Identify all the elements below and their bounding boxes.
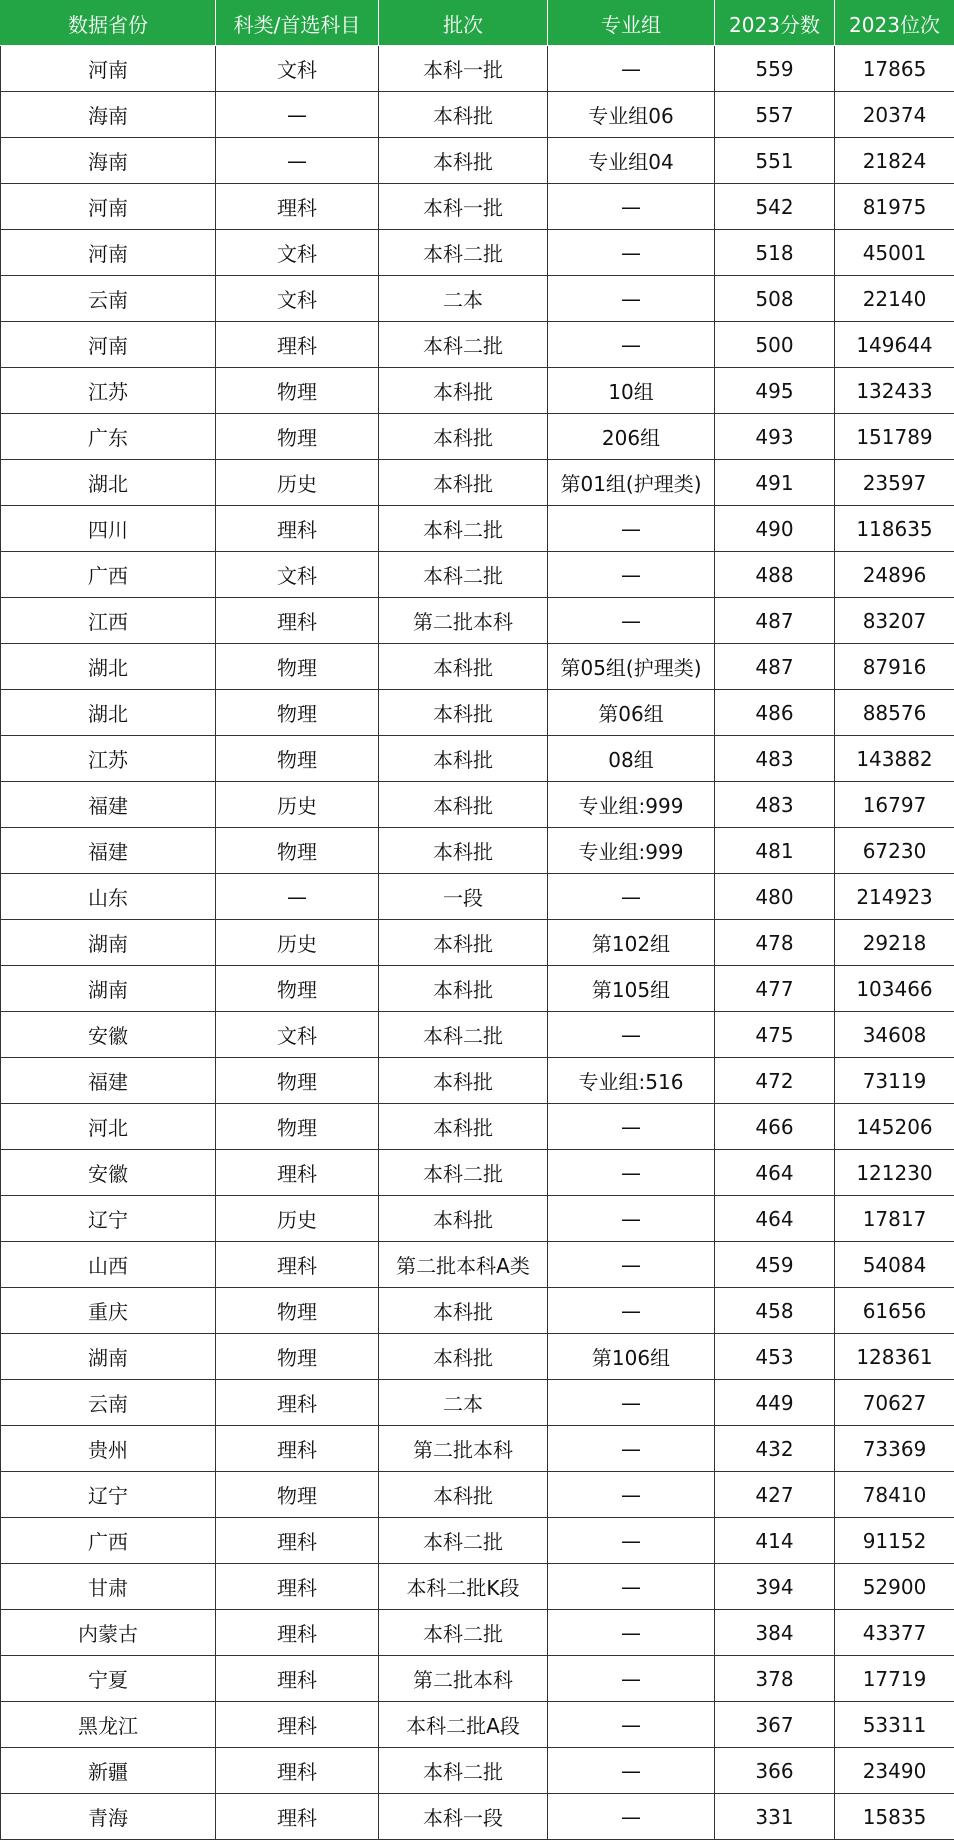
cell-subject: 文科 — [216, 276, 379, 322]
table-body — [1, 46, 954, 1840]
cell-rank: 16797 — [835, 782, 954, 828]
cell-batch: 本科批 — [379, 690, 548, 736]
cell-major-group: 08组 — [548, 736, 715, 782]
cell-province: 江西 — [1, 598, 216, 644]
cell-major-group: — — [548, 874, 715, 920]
cell-batch: 本科批 — [379, 460, 548, 506]
cell-batch: 本科批 — [379, 1472, 548, 1518]
table-row — [1, 1150, 954, 1196]
cell-major-group: — — [548, 598, 715, 644]
cell-rank: 73119 — [835, 1058, 954, 1104]
table-row — [1, 368, 954, 414]
cell-major-group: 10组 — [548, 368, 715, 414]
cell-province: 福建 — [1, 1058, 216, 1104]
cell-rank: 149644 — [835, 322, 954, 368]
table-row — [1, 736, 954, 782]
cell-batch: 本科批 — [379, 368, 548, 414]
header-province: 数据省份 — [1, 1, 216, 46]
cell-rank: 78410 — [835, 1472, 954, 1518]
cell-batch: 第二批本科 — [379, 1426, 548, 1472]
cell-major-group: — — [548, 1426, 715, 1472]
cell-major-group: — — [548, 552, 715, 598]
cell-province: 广西 — [1, 552, 216, 598]
cell-batch: 本科批 — [379, 1196, 548, 1242]
cell-major-group: — — [548, 1610, 715, 1656]
cell-subject: 理科 — [216, 1702, 379, 1748]
cell-subject: 理科 — [216, 1794, 379, 1840]
table-row — [1, 322, 954, 368]
table-row — [1, 1472, 954, 1518]
cell-province: 贵州 — [1, 1426, 216, 1472]
cell-major-group: — — [548, 1196, 715, 1242]
cell-score: 490 — [715, 506, 835, 552]
table-row — [1, 1794, 954, 1840]
table-row — [1, 874, 954, 920]
table-row — [1, 1380, 954, 1426]
table-row — [1, 552, 954, 598]
cell-subject: 物理 — [216, 966, 379, 1012]
cell-rank: 61656 — [835, 1288, 954, 1334]
cell-major-group: — — [548, 46, 715, 92]
cell-province: 黑龙江 — [1, 1702, 216, 1748]
table-row — [1, 920, 954, 966]
cell-major-group: 第106组 — [548, 1334, 715, 1380]
table-row — [1, 276, 954, 322]
cell-rank: 145206 — [835, 1104, 954, 1150]
cell-score: 453 — [715, 1334, 835, 1380]
cell-province: 山西 — [1, 1242, 216, 1288]
cell-batch: 本科二批 — [379, 1150, 548, 1196]
cell-major-group: — — [548, 184, 715, 230]
cell-subject: 物理 — [216, 414, 379, 460]
cell-province: 广西 — [1, 1518, 216, 1564]
cell-major-group: 第06组 — [548, 690, 715, 736]
cell-major-group: — — [548, 1564, 715, 1610]
cell-province: 湖南 — [1, 1334, 216, 1380]
cell-province: 湖北 — [1, 460, 216, 506]
cell-rank: 87916 — [835, 644, 954, 690]
cell-major-group: 第105组 — [548, 966, 715, 1012]
cell-rank: 73369 — [835, 1426, 954, 1472]
cell-province: 甘肃 — [1, 1564, 216, 1610]
table-header — [1, 1, 954, 46]
cell-major-group: 第102组 — [548, 920, 715, 966]
cell-province: 安徽 — [1, 1012, 216, 1058]
cell-subject: 理科 — [216, 598, 379, 644]
table-row — [1, 690, 954, 736]
cell-batch: 本科二批 — [379, 1610, 548, 1656]
cell-province: 青海 — [1, 1794, 216, 1840]
cell-batch: 本科二批 — [379, 506, 548, 552]
cell-province: 湖南 — [1, 966, 216, 1012]
cell-province: 河南 — [1, 230, 216, 276]
cell-batch: 本科一批 — [379, 184, 548, 230]
cell-rank: 17817 — [835, 1196, 954, 1242]
cell-major-group: 206组 — [548, 414, 715, 460]
table-row — [1, 1058, 954, 1104]
cell-province: 广东 — [1, 414, 216, 460]
cell-rank: 23490 — [835, 1748, 954, 1794]
cell-province: 云南 — [1, 276, 216, 322]
cell-score: 486 — [715, 690, 835, 736]
cell-subject: 历史 — [216, 460, 379, 506]
cell-rank: 103466 — [835, 966, 954, 1012]
cell-major-group: — — [548, 1748, 715, 1794]
cell-batch: 本科二批 — [379, 552, 548, 598]
cell-province: 安徽 — [1, 1150, 216, 1196]
cell-rank: 34608 — [835, 1012, 954, 1058]
cell-score: 449 — [715, 1380, 835, 1426]
cell-major-group: — — [548, 1012, 715, 1058]
cell-batch: 本科批 — [379, 1104, 548, 1150]
cell-batch: 本科二批 — [379, 230, 548, 276]
cell-province: 河南 — [1, 184, 216, 230]
cell-score: 464 — [715, 1150, 835, 1196]
cell-rank: 88576 — [835, 690, 954, 736]
cell-score: 480 — [715, 874, 835, 920]
cell-rank: 67230 — [835, 828, 954, 874]
cell-subject: 历史 — [216, 782, 379, 828]
cell-province: 江苏 — [1, 736, 216, 782]
table-row — [1, 92, 954, 138]
header-row — [1, 1, 954, 46]
cell-province: 江苏 — [1, 368, 216, 414]
header-subject: 科类/首选科目 — [216, 1, 379, 46]
cell-subject: 理科 — [216, 1426, 379, 1472]
cell-major-group: 专业组04 — [548, 138, 715, 184]
cell-batch: 本科批 — [379, 920, 548, 966]
cell-province: 辽宁 — [1, 1196, 216, 1242]
cell-batch: 本科批 — [379, 828, 548, 874]
cell-batch: 本科批 — [379, 92, 548, 138]
cell-score: 559 — [715, 46, 835, 92]
cell-batch: 本科一批 — [379, 46, 548, 92]
cell-major-group: — — [548, 230, 715, 276]
cell-rank: 23597 — [835, 460, 954, 506]
header-major-group: 专业组 — [548, 1, 715, 46]
cell-major-group: 第01组(护理类) — [548, 460, 715, 506]
cell-subject: 物理 — [216, 368, 379, 414]
cell-subject: 历史 — [216, 920, 379, 966]
cell-score: 477 — [715, 966, 835, 1012]
cell-score: 331 — [715, 1794, 835, 1840]
cell-subject: 文科 — [216, 1012, 379, 1058]
cell-province: 辽宁 — [1, 1472, 216, 1518]
table-row — [1, 828, 954, 874]
cell-score: 542 — [715, 184, 835, 230]
cell-rank: 214923 — [835, 874, 954, 920]
cell-subject: 理科 — [216, 1610, 379, 1656]
cell-batch: 一段 — [379, 874, 548, 920]
cell-province: 四川 — [1, 506, 216, 552]
cell-major-group: — — [548, 1380, 715, 1426]
cell-rank: 132433 — [835, 368, 954, 414]
cell-province: 河南 — [1, 322, 216, 368]
cell-major-group: — — [548, 506, 715, 552]
table-row — [1, 782, 954, 828]
cell-province: 新疆 — [1, 1748, 216, 1794]
cell-score: 414 — [715, 1518, 835, 1564]
cell-subject: 理科 — [216, 1748, 379, 1794]
cell-rank: 151789 — [835, 414, 954, 460]
cell-rank: 17865 — [835, 46, 954, 92]
cell-score: 378 — [715, 1656, 835, 1702]
cell-batch: 本科批 — [379, 736, 548, 782]
cell-subject: 理科 — [216, 1150, 379, 1196]
cell-subject: 理科 — [216, 184, 379, 230]
cell-major-group: 专业组:516 — [548, 1058, 715, 1104]
table-row — [1, 1104, 954, 1150]
cell-subject: 文科 — [216, 552, 379, 598]
cell-batch: 第二批本科 — [379, 1656, 548, 1702]
cell-score: 394 — [715, 1564, 835, 1610]
table-row — [1, 1656, 954, 1702]
cell-subject: 物理 — [216, 644, 379, 690]
cell-subject: — — [216, 92, 379, 138]
table-row — [1, 1426, 954, 1472]
cell-score: 366 — [715, 1748, 835, 1794]
cell-subject: 物理 — [216, 736, 379, 782]
cell-province: 内蒙古 — [1, 1610, 216, 1656]
cell-rank: 43377 — [835, 1610, 954, 1656]
cell-province: 湖北 — [1, 690, 216, 736]
cell-major-group: — — [548, 1794, 715, 1840]
cell-score: 500 — [715, 322, 835, 368]
cell-major-group: — — [548, 276, 715, 322]
cell-batch: 二本 — [379, 276, 548, 322]
cell-rank: 20374 — [835, 92, 954, 138]
cell-batch: 本科二批 — [379, 322, 548, 368]
cell-score: 495 — [715, 368, 835, 414]
cell-province: 福建 — [1, 828, 216, 874]
table-row — [1, 1702, 954, 1748]
table-row — [1, 1748, 954, 1794]
cell-rank: 83207 — [835, 598, 954, 644]
cell-subject: 文科 — [216, 230, 379, 276]
cell-batch: 本科批 — [379, 1288, 548, 1334]
header-batch: 批次 — [379, 1, 548, 46]
table-row — [1, 598, 954, 644]
cell-score: 483 — [715, 782, 835, 828]
cell-batch: 本科批 — [379, 138, 548, 184]
cell-batch: 本科二批 — [379, 1012, 548, 1058]
cell-score: 472 — [715, 1058, 835, 1104]
cell-rank: 143882 — [835, 736, 954, 782]
cell-batch: 第二批本科A类 — [379, 1242, 548, 1288]
cell-rank: 15835 — [835, 1794, 954, 1840]
cell-score: 459 — [715, 1242, 835, 1288]
cell-subject: 物理 — [216, 690, 379, 736]
cell-subject: 物理 — [216, 1058, 379, 1104]
cell-batch: 本科批 — [379, 1334, 548, 1380]
cell-subject: 物理 — [216, 1334, 379, 1380]
cell-province: 重庆 — [1, 1288, 216, 1334]
cell-rank: 21824 — [835, 138, 954, 184]
table-row — [1, 1564, 954, 1610]
cell-subject: 理科 — [216, 1242, 379, 1288]
cell-subject: 理科 — [216, 1518, 379, 1564]
cell-rank: 81975 — [835, 184, 954, 230]
table-row — [1, 1012, 954, 1058]
cell-subject: 物理 — [216, 828, 379, 874]
cell-batch: 本科二批 — [379, 1748, 548, 1794]
cell-province: 海南 — [1, 138, 216, 184]
cell-subject: 理科 — [216, 506, 379, 552]
cell-score: 488 — [715, 552, 835, 598]
cell-rank: 70627 — [835, 1380, 954, 1426]
cell-province: 福建 — [1, 782, 216, 828]
table-row — [1, 138, 954, 184]
cell-province: 山东 — [1, 874, 216, 920]
table-row — [1, 414, 954, 460]
cell-rank: 91152 — [835, 1518, 954, 1564]
cell-rank: 52900 — [835, 1564, 954, 1610]
cell-subject: 文科 — [216, 46, 379, 92]
header-rank: 2023位次 — [835, 1, 954, 46]
cell-score: 557 — [715, 92, 835, 138]
cell-score: 493 — [715, 414, 835, 460]
cell-major-group: 专业组:999 — [548, 782, 715, 828]
table-row — [1, 1242, 954, 1288]
cell-province: 海南 — [1, 92, 216, 138]
cell-major-group: — — [548, 1656, 715, 1702]
cell-rank: 22140 — [835, 276, 954, 322]
cell-batch: 二本 — [379, 1380, 548, 1426]
cell-score: 508 — [715, 276, 835, 322]
cell-rank: 118635 — [835, 506, 954, 552]
cell-province: 云南 — [1, 1380, 216, 1426]
cell-province: 河南 — [1, 46, 216, 92]
cell-subject: — — [216, 874, 379, 920]
cell-batch: 本科二批K段 — [379, 1564, 548, 1610]
cell-batch: 本科批 — [379, 1058, 548, 1104]
cell-batch: 本科批 — [379, 644, 548, 690]
cell-score: 551 — [715, 138, 835, 184]
cell-subject: 物理 — [216, 1472, 379, 1518]
cell-major-group: — — [548, 1104, 715, 1150]
cell-province: 湖北 — [1, 644, 216, 690]
cell-score: 427 — [715, 1472, 835, 1518]
cell-major-group: — — [548, 1288, 715, 1334]
cell-score: 518 — [715, 230, 835, 276]
cell-batch: 本科批 — [379, 414, 548, 460]
cell-subject: 理科 — [216, 1656, 379, 1702]
cell-major-group: — — [548, 1702, 715, 1748]
cell-major-group: — — [548, 1150, 715, 1196]
cell-batch: 本科二批A段 — [379, 1702, 548, 1748]
cell-score: 475 — [715, 1012, 835, 1058]
table-row — [1, 460, 954, 506]
table-row — [1, 46, 954, 92]
table-row — [1, 644, 954, 690]
table-row — [1, 1610, 954, 1656]
cell-rank: 29218 — [835, 920, 954, 966]
cell-rank: 17719 — [835, 1656, 954, 1702]
cell-rank: 53311 — [835, 1702, 954, 1748]
cell-subject: — — [216, 138, 379, 184]
cell-subject: 物理 — [216, 1288, 379, 1334]
cell-rank: 121230 — [835, 1150, 954, 1196]
table-row — [1, 1518, 954, 1564]
table-row — [1, 1334, 954, 1380]
cell-score: 367 — [715, 1702, 835, 1748]
cell-score: 481 — [715, 828, 835, 874]
cell-score: 483 — [715, 736, 835, 782]
cell-score: 464 — [715, 1196, 835, 1242]
cell-score: 478 — [715, 920, 835, 966]
cell-batch: 第二批本科 — [379, 598, 548, 644]
cell-score: 384 — [715, 1610, 835, 1656]
cell-batch: 本科批 — [379, 782, 548, 828]
cell-major-group: — — [548, 322, 715, 368]
table-row — [1, 1196, 954, 1242]
cell-major-group: — — [548, 1472, 715, 1518]
cell-score: 487 — [715, 598, 835, 644]
cell-rank: 24896 — [835, 552, 954, 598]
cell-major-group: 专业组06 — [548, 92, 715, 138]
cell-score: 487 — [715, 644, 835, 690]
header-score: 2023分数 — [715, 1, 835, 46]
cell-major-group: 第05组(护理类) — [548, 644, 715, 690]
cell-major-group: — — [548, 1518, 715, 1564]
cell-score: 432 — [715, 1426, 835, 1472]
cell-batch: 本科一段 — [379, 1794, 548, 1840]
cell-province: 河北 — [1, 1104, 216, 1150]
cell-rank: 54084 — [835, 1242, 954, 1288]
table-row — [1, 1288, 954, 1334]
cell-score: 466 — [715, 1104, 835, 1150]
cell-subject: 理科 — [216, 322, 379, 368]
cell-score: 458 — [715, 1288, 835, 1334]
table-row — [1, 184, 954, 230]
cell-batch: 本科批 — [379, 966, 548, 1012]
cell-major-group: — — [548, 1242, 715, 1288]
table-row — [1, 230, 954, 276]
table-row — [1, 966, 954, 1012]
cell-rank: 45001 — [835, 230, 954, 276]
cell-score: 491 — [715, 460, 835, 506]
table-row — [1, 506, 954, 552]
cell-rank: 128361 — [835, 1334, 954, 1380]
cell-province: 宁夏 — [1, 1656, 216, 1702]
cell-subject: 历史 — [216, 1196, 379, 1242]
cell-major-group: 专业组:999 — [548, 828, 715, 874]
cell-subject: 理科 — [216, 1380, 379, 1426]
cell-subject: 理科 — [216, 1564, 379, 1610]
cell-batch: 本科二批 — [379, 1518, 548, 1564]
cell-subject: 物理 — [216, 1104, 379, 1150]
cell-province: 湖南 — [1, 920, 216, 966]
